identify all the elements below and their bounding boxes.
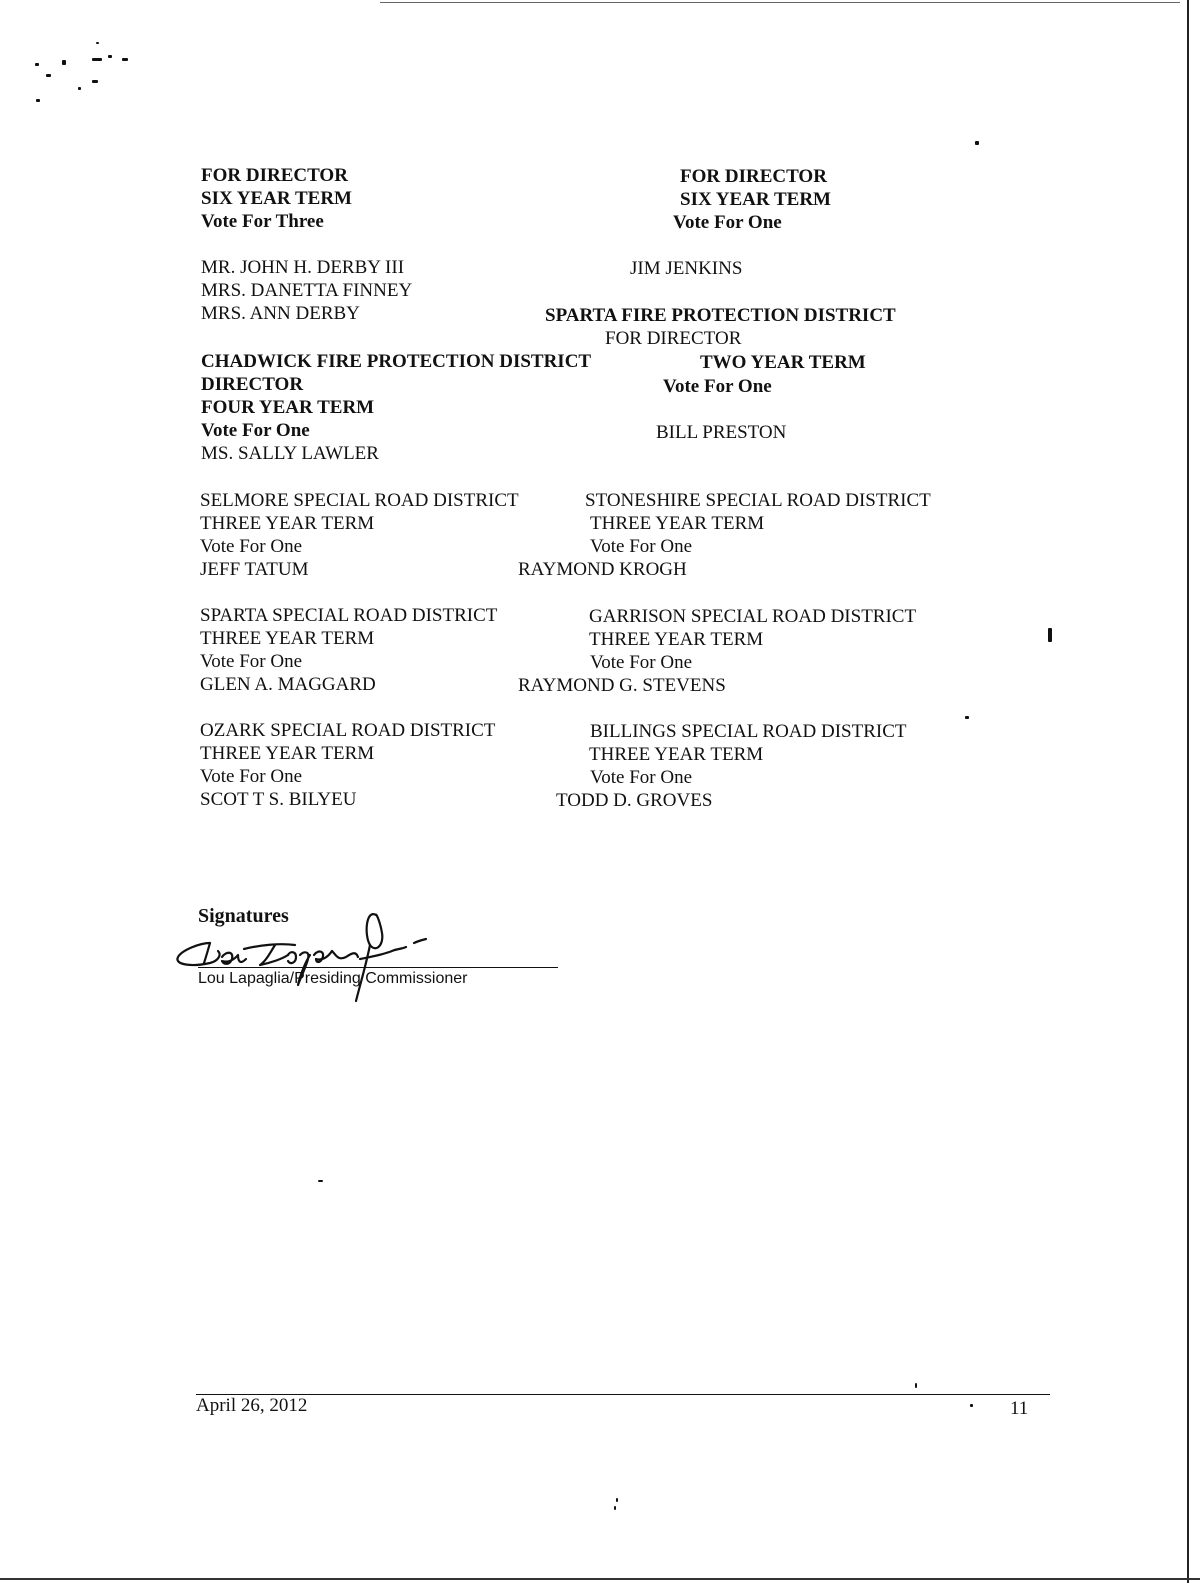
handwritten-signature: [170, 905, 440, 1005]
stoneshire-vote: Vote For One: [590, 536, 693, 557]
sparta-fire-district: SPARTA FIRE PROTECTION DISTRICT: [545, 305, 896, 326]
signatures-title: Signatures: [198, 905, 289, 927]
stoneshire-district: STONESHIRE SPECIAL ROAD DISTRICT: [585, 490, 931, 511]
scan-edge-right: [1187, 0, 1189, 1583]
ozark-term: THREE YEAR TERM: [200, 743, 375, 764]
scan-speck: [970, 1404, 973, 1407]
scan-speck: [616, 1498, 618, 1502]
scan-speck: [975, 141, 979, 145]
sparta-road-term: THREE YEAR TERM: [200, 628, 375, 649]
candidate-name: JIM JENKINS: [630, 258, 743, 279]
sparta-fire-term: TWO YEAR TERM: [700, 352, 866, 373]
candidate-name: MRS. ANN DERBY: [201, 303, 360, 324]
scan-speck: [35, 63, 39, 66]
selmore-vote: Vote For One: [200, 536, 303, 557]
signature-caption: Lou Lapaglia/Presiding Commissioner: [198, 970, 468, 987]
scan-edge-bottom: [0, 1578, 1200, 1580]
scan-speck: [965, 716, 969, 719]
candidate-name: MS. SALLY LAWLER: [201, 443, 379, 464]
garrison-district: GARRISON SPECIAL ROAD DISTRICT: [589, 606, 917, 627]
sparta-road-district: SPARTA SPECIAL ROAD DISTRICT: [200, 605, 498, 626]
sparta-fire-vote: Vote For One: [663, 376, 772, 397]
candidate-name: GLEN A. MAGGARD: [200, 674, 376, 695]
garrison-vote: Vote For One: [590, 652, 693, 673]
candidate-name: MRS. DANETTA FINNEY: [201, 280, 413, 301]
candidate-name: TODD D. GROVES: [556, 790, 713, 811]
chadwick-fire-term: FOUR YEAR TERM: [201, 397, 375, 418]
garrison-term: THREE YEAR TERM: [589, 629, 764, 650]
candidate-name: RAYMOND G. STEVENS: [518, 675, 726, 696]
page-number: 11: [1010, 1398, 1029, 1419]
candidate-name: MR. JOHN H. DERBY III: [201, 257, 405, 278]
scan-speck: [915, 1383, 917, 1388]
scan-speck: [92, 80, 98, 83]
right-director-term: SIX YEAR TERM: [680, 189, 831, 210]
candidate-name: JEFF TATUM: [200, 559, 309, 580]
candidate-name: RAYMOND KROGH: [518, 559, 687, 580]
left-director-vote: Vote For Three: [201, 211, 324, 232]
scan-speck: [96, 42, 99, 44]
scan-speck: [62, 60, 66, 65]
right-director-vote: Vote For One: [673, 212, 782, 233]
scan-speck: [318, 1180, 323, 1182]
sparta-fire-heading: FOR DIRECTOR: [605, 328, 742, 349]
candidate-name: SCOT T S. BILYEU: [200, 789, 357, 810]
scan-speck: [122, 58, 128, 61]
scan-speck: [108, 55, 112, 58]
candidate-name: BILL PRESTON: [656, 422, 787, 443]
scan-speck: [1048, 628, 1052, 642]
left-director-heading: FOR DIRECTOR: [201, 165, 348, 186]
billings-term: THREE YEAR TERM: [589, 744, 764, 765]
chadwick-fire-vote: Vote For One: [201, 420, 310, 441]
scan-speck: [614, 1506, 616, 1510]
selmore-district: SELMORE SPECIAL ROAD DISTRICT: [200, 490, 519, 511]
scan-speck: [78, 87, 81, 90]
footer-date: April 26, 2012: [196, 1395, 308, 1416]
scan-speck: [36, 99, 40, 102]
ozark-vote: Vote For One: [200, 766, 303, 787]
chadwick-fire-district: CHADWICK FIRE PROTECTION DISTRICT: [201, 351, 592, 372]
billings-district: BILLINGS SPECIAL ROAD DISTRICT: [590, 721, 907, 742]
ozark-district: OZARK SPECIAL ROAD DISTRICT: [200, 720, 496, 741]
stoneshire-term: THREE YEAR TERM: [590, 513, 765, 534]
chadwick-fire-heading: DIRECTOR: [201, 374, 304, 395]
scan-speck: [92, 58, 102, 61]
scan-speck: [46, 74, 51, 77]
scan-edge-top: [380, 2, 1180, 3]
footer-rule: [196, 1394, 1050, 1395]
selmore-term: THREE YEAR TERM: [200, 513, 375, 534]
sparta-road-vote: Vote For One: [200, 651, 303, 672]
right-director-heading: FOR DIRECTOR: [680, 166, 827, 187]
billings-vote: Vote For One: [590, 767, 693, 788]
left-director-term: SIX YEAR TERM: [201, 188, 352, 209]
